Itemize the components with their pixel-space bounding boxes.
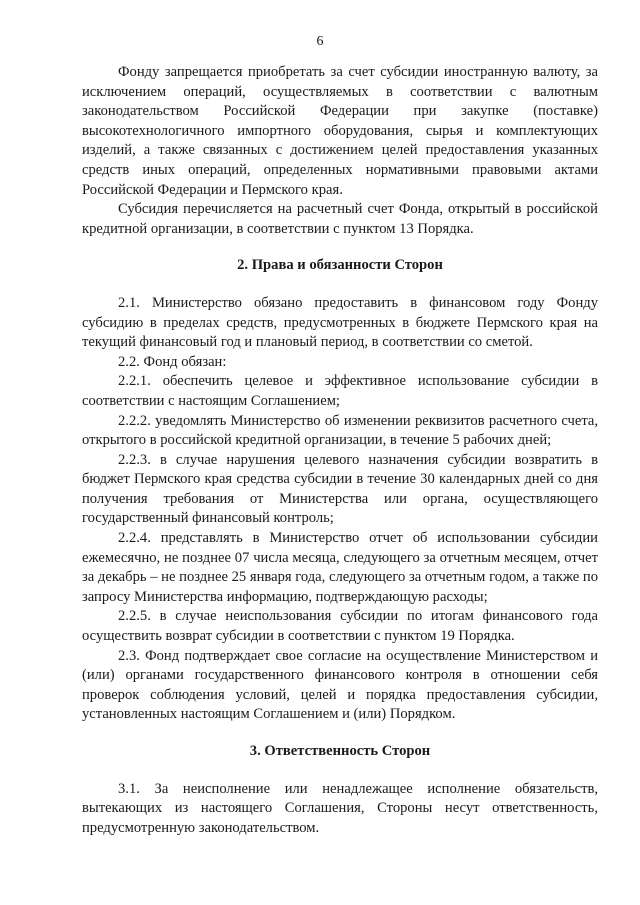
paragraph-2-1: 2.1. Министерство обязано предоставить в финансовом году Фонду субсидию в пределах средств, предусмотренных в бюджете Пермского края на текущий финансовый год и плановый период, в соответствии со сметой. [82,294,598,351]
paragraph-2-3: 2.3. Фонд подтверждает свое согласие на осуществление Министерством и (или) органами государственного финансового контроля в отношении себя проверок соблюдения условий, целей и порядка предоставления субсидии, установленных настоящим Соглашением и (или) Порядком. [82,647,598,723]
paragraph-2-2: 2.2. Фонд обязан: [118,353,227,370]
paragraph-2-2-4: 2.2.4. представлять в Министерство отчет об использовании субсидии ежемесячно, не позднее 07 числа месяца, следующего за отчетным месяцем, отчет за декабрь – не позднее 25 января года, следующего за отчетным годом, а также по запросу Министерства информацию, подтверждающую расходы; [82,530,598,605]
page-number: 6 [316,34,324,49]
section-heading-responsibility: 3. Ответственность Сторон [249,743,431,759]
section-heading-rights-obligations: 2. Права и обязанности Сторон [237,257,443,274]
document-body [82,63,598,838]
paragraph-2-2-2: 2.2.2. уведомлять Министерство об изменении реквизитов расчетного счета, открытого в российской кредитной организации, в течение 5 рабочих дней; [82,412,598,449]
paragraph-currency-prohibition: Фонду запрещается приобретать за счет субсидии иностранную валюту, за исключением операций, осуществляемых в соответствии с валютным законодательством Российской Федерации при закупке (поставке) высокотехнологичного импортного оборудования, сырья и комплектующих изделий, а также связанных с достижением целей предоставления указанных средств иных операций, определенных нормативными правовыми актами Российской Федерации и Пермского края. [82,64,598,198]
paragraph-2-2-3: 2.2.3. в случае нарушения целевого назначения субсидии возвратить в бюджет Пермского края средства субсидии в течение 30 календарных дней со дня получения требования от Министерства или органа, осуществляющего государственный финансовый контроль; [82,451,598,527]
paragraph-subsidy-transfer: Субсидия перечисляется на расчетный счет Фонда, открытый в российской кредитной организации, в соответствии с пунктом 13 Порядка. [82,201,598,237]
paragraph-3-1: 3.1. За неисполнение или ненадлежащее исполнение обязательств, вытекающих из настоящего Соглашения, Стороны несут ответственность, предусмотренную законодательством. [82,780,598,836]
paragraph-2-2-5: 2.2.5. в случае неиспользования субсидии по итогам финансового года осуществить возврат субсидии в соответствии с пунктом 19 Порядка. [82,608,598,645]
paragraph-2-2-1: 2.2.1. обеспечить целевое и эффективное использование субсидии в соответствии с настоящим Соглашением; [82,373,598,409]
